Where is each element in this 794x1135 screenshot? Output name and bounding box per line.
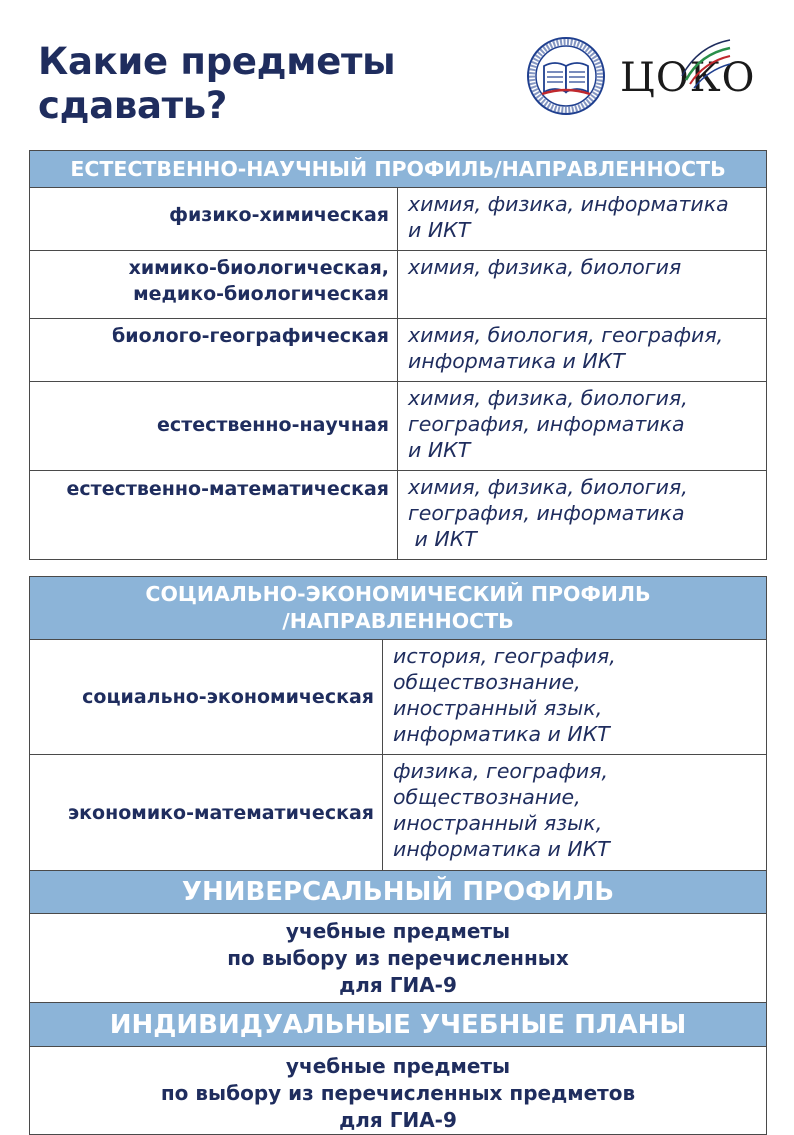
profile-cell: экономико-математическая — [30, 755, 383, 871]
table-row — [30, 640, 767, 755]
subjects-cell: история, география, обществознание, иностранный язык, информатика и ИКТ — [383, 640, 767, 755]
ministry-emblem-icon — [526, 36, 606, 116]
table-row — [30, 755, 767, 871]
subjects-cell: физика, география, обществознание, иностранный язык, информатика и ИКТ — [383, 755, 767, 871]
social-economic-table — [29, 576, 767, 1135]
table-row — [30, 319, 767, 382]
profile-cell: социально-экономическая — [30, 640, 383, 755]
subjects-cell: химия, физика, биология — [398, 251, 767, 319]
page-title-line-1: Какие предметы — [38, 40, 396, 83]
universal-profile-header: УНИВЕРСАЛЬНЫЙ ПРОФИЛЬ — [30, 871, 767, 914]
coko-logo — [620, 36, 768, 108]
profile-cell: химико-биологическая, медико-биологическая — [30, 251, 398, 319]
table-row — [30, 251, 767, 319]
profile-cell: биолого-географическая — [30, 319, 398, 382]
table-row — [30, 188, 767, 251]
page-title — [38, 40, 395, 128]
profile-cell: естественно-математическая — [30, 471, 398, 560]
table-row — [30, 382, 767, 471]
profile-cell: естественно-научная — [30, 382, 398, 471]
natural-science-table — [29, 150, 767, 560]
subjects-cell: химия, физика, биология, география, информатика и ИКТ — [398, 382, 767, 471]
table-row — [30, 471, 767, 560]
natural-science-header: ЕСТЕСТВЕННО-НАУЧНЫЙ ПРОФИЛЬ/НАПРАВЛЕННОСТЬ — [30, 151, 767, 188]
page-title-line-2: сдавать? — [38, 84, 228, 127]
social-economic-header: СОЦИАЛЬНО-ЭКОНОМИЧЕСКИЙ ПРОФИЛЬ /НАПРАВЛЕННОСТЬ — [30, 577, 767, 640]
individual-plans-text: учебные предметы по выбору из перечисленных предметов для ГИА-9 — [30, 1047, 767, 1135]
coko-logo-text: ЦОКО — [620, 55, 756, 101]
individual-plans-header: ИНДИВИДУАЛЬНЫЕ УЧЕБНЫЕ ПЛАНЫ — [30, 1003, 767, 1047]
subjects-cell: химия, биология, география, информатика и ИКТ — [398, 319, 767, 382]
coko-arc-icon — [678, 36, 734, 92]
subjects-cell: химия, физика, информатика и ИКТ — [398, 188, 767, 251]
subjects-cell: химия, физика, биология, география, информатика и ИКТ — [398, 471, 767, 560]
universal-profile-text: учебные предметы по выбору из перечисленных для ГИА-9 — [30, 914, 767, 1003]
profile-cell: физико-химическая — [30, 188, 398, 251]
